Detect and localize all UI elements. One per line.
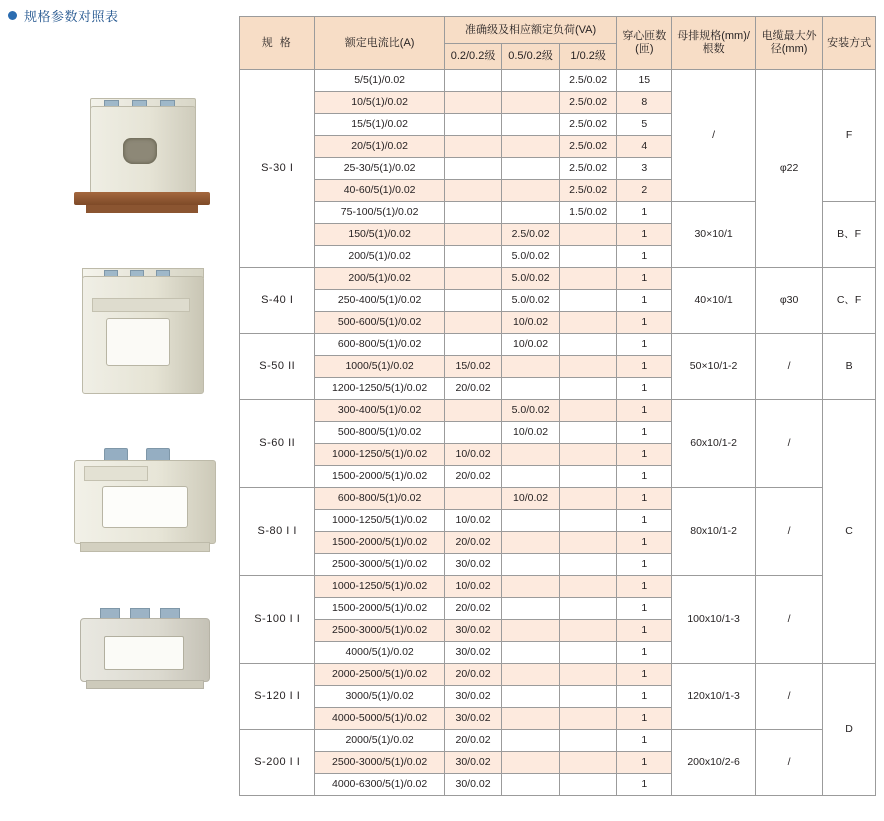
cell-load-02: 20/0.02	[444, 598, 502, 620]
cell-turns: 1	[617, 598, 672, 620]
cell-load-05	[502, 378, 560, 400]
cell-load-05	[502, 70, 560, 92]
cell-load-02	[444, 422, 502, 444]
product-image-s30	[60, 80, 230, 230]
cell-ratio: 2000-2500/5(1)/0.02	[315, 664, 444, 686]
cell-load-02	[444, 158, 502, 180]
cell-turns: 1	[617, 774, 672, 796]
cell-load-05	[502, 708, 560, 730]
table-row	[240, 400, 876, 422]
cell-ratio: 600-800/5(1)/0.02	[315, 334, 444, 356]
cell-load-05	[502, 444, 560, 466]
cell-load-1	[559, 532, 617, 554]
cell-ratio: 25-30/5(1)/0.02	[315, 158, 444, 180]
cell-busbar: 30×10/1	[672, 202, 756, 268]
cell-model: S-120 I I	[240, 664, 315, 730]
ct-window-aperture	[104, 636, 184, 670]
ct-window-aperture	[123, 138, 157, 164]
cell-load-02: 20/0.02	[444, 378, 502, 400]
cell-model: S-60 II	[240, 400, 315, 488]
cell-cable: φ30	[755, 268, 822, 334]
cell-load-05: 5.0/0.02	[502, 268, 560, 290]
cell-load-02	[444, 290, 502, 312]
table-row	[240, 730, 876, 752]
cell-load-1	[559, 224, 617, 246]
cell-busbar: 40×10/1	[672, 268, 756, 334]
cell-load-1	[559, 686, 617, 708]
cell-busbar: 200x10/2-6	[672, 730, 756, 796]
cell-ratio: 2000/5(1)/0.02	[315, 730, 444, 752]
header-turns: 穿心匝数(匝)	[617, 17, 672, 70]
page-heading	[8, 6, 119, 25]
cell-ratio: 1200-1250/5(1)/0.02	[315, 378, 444, 400]
cell-load-02: 15/0.02	[444, 356, 502, 378]
cell-load-1	[559, 444, 617, 466]
cell-turns: 1	[617, 246, 672, 268]
cell-ratio: 5/5(1)/0.02	[315, 70, 444, 92]
cell-load-05	[502, 532, 560, 554]
cell-ratio: 250-400/5(1)/0.02	[315, 290, 444, 312]
cell-model: S-200 I I	[240, 730, 315, 796]
cell-turns: 1	[617, 686, 672, 708]
cell-load-1: 2.5/0.02	[559, 114, 617, 136]
cell-load-02: 20/0.02	[444, 730, 502, 752]
product-image-s80	[60, 432, 230, 562]
cell-ratio: 15/5(1)/0.02	[315, 114, 444, 136]
table-body	[240, 70, 876, 796]
cell-mount: B	[823, 334, 876, 400]
cell-busbar: 100x10/1-3	[672, 576, 756, 664]
cell-load-02	[444, 334, 502, 356]
cell-load-05	[502, 356, 560, 378]
header-cable: 电缆最大外径(mm)	[755, 17, 822, 70]
cell-mount: B、F	[823, 202, 876, 268]
cell-load-05	[502, 620, 560, 642]
cell-model: S-80 I I	[240, 488, 315, 576]
cell-cable: φ22	[755, 70, 822, 268]
cell-load-1	[559, 598, 617, 620]
nameplate-label	[92, 298, 190, 312]
cell-ratio: 200/5(1)/0.02	[315, 246, 444, 268]
cell-turns: 1	[617, 312, 672, 334]
cell-load-05: 5.0/0.02	[502, 290, 560, 312]
cell-load-05: 5.0/0.02	[502, 400, 560, 422]
cell-load-1: 2.5/0.02	[559, 70, 617, 92]
cell-load-02: 30/0.02	[444, 752, 502, 774]
table-row	[240, 268, 876, 290]
cell-busbar: 120x10/1-3	[672, 664, 756, 730]
cell-load-05: 10/0.02	[502, 488, 560, 510]
cell-turns: 1	[617, 576, 672, 598]
header-busbar: 母排规格(mm)/根数	[672, 17, 756, 70]
cell-load-05	[502, 554, 560, 576]
cell-busbar: 60x10/1-2	[672, 400, 756, 488]
cell-load-05	[502, 92, 560, 114]
cell-load-1	[559, 774, 617, 796]
cell-load-05: 10/0.02	[502, 334, 560, 356]
cell-load-02	[444, 268, 502, 290]
cell-load-02: 30/0.02	[444, 774, 502, 796]
ct-window-aperture	[106, 318, 170, 366]
cell-load-02	[444, 246, 502, 268]
cell-ratio: 40-60/5(1)/0.02	[315, 180, 444, 202]
cell-load-1: 2.5/0.02	[559, 158, 617, 180]
cell-ratio: 3000/5(1)/0.02	[315, 686, 444, 708]
cell-turns: 1	[617, 642, 672, 664]
cell-load-02: 20/0.02	[444, 532, 502, 554]
cell-turns: 8	[617, 92, 672, 114]
cell-load-02: 30/0.02	[444, 708, 502, 730]
cell-load-02: 20/0.02	[444, 664, 502, 686]
cell-turns: 15	[617, 70, 672, 92]
cell-load-1	[559, 752, 617, 774]
cell-turns: 2	[617, 180, 672, 202]
cell-ratio: 10/5(1)/0.02	[315, 92, 444, 114]
cell-mount: D	[823, 664, 876, 796]
cell-turns: 1	[617, 202, 672, 224]
cell-ratio: 4000-5000/5(1)/0.02	[315, 708, 444, 730]
cell-load-02	[444, 224, 502, 246]
cell-load-05	[502, 642, 560, 664]
header-spec: 规 格	[240, 17, 315, 70]
cell-load-05	[502, 730, 560, 752]
ct-window-aperture	[102, 486, 188, 528]
cell-ratio: 1500-2000/5(1)/0.02	[315, 466, 444, 488]
cell-turns: 1	[617, 664, 672, 686]
cell-load-1	[559, 312, 617, 334]
cell-turns: 1	[617, 400, 672, 422]
cell-turns: 1	[617, 290, 672, 312]
cell-load-1	[559, 466, 617, 488]
cell-load-1	[559, 554, 617, 576]
cell-cable: /	[755, 730, 822, 796]
cell-load-02: 20/0.02	[444, 466, 502, 488]
cell-ratio: 300-400/5(1)/0.02	[315, 400, 444, 422]
cell-load-05	[502, 136, 560, 158]
header-load-05: 0.5/0.2级	[502, 44, 560, 70]
cell-model: S-100 I I	[240, 576, 315, 664]
bullet-icon	[8, 11, 17, 20]
cell-turns: 1	[617, 422, 672, 444]
cell-cable: /	[755, 488, 822, 576]
header-ratio: 额定电流比(A)	[315, 17, 444, 70]
cell-ratio: 500-800/5(1)/0.02	[315, 422, 444, 444]
cell-turns: 1	[617, 510, 672, 532]
cell-load-1	[559, 488, 617, 510]
cell-load-1	[559, 708, 617, 730]
cell-load-05	[502, 180, 560, 202]
cell-ratio: 200/5(1)/0.02	[315, 268, 444, 290]
cell-load-1	[559, 620, 617, 642]
cell-load-1	[559, 246, 617, 268]
cell-turns: 1	[617, 378, 672, 400]
cell-ratio: 4000/5(1)/0.02	[315, 642, 444, 664]
cell-load-02	[444, 488, 502, 510]
cell-model: S-40 I	[240, 268, 315, 334]
cell-ratio: 75-100/5(1)/0.02	[315, 202, 444, 224]
cell-load-05	[502, 466, 560, 488]
cell-load-02: 30/0.02	[444, 620, 502, 642]
cell-turns: 4	[617, 136, 672, 158]
cell-load-05: 10/0.02	[502, 422, 560, 444]
cell-ratio: 500-600/5(1)/0.02	[315, 312, 444, 334]
cell-load-02	[444, 136, 502, 158]
cell-turns: 1	[617, 532, 672, 554]
cell-load-05	[502, 752, 560, 774]
header-mount: 安装方式	[823, 17, 876, 70]
cell-turns: 1	[617, 730, 672, 752]
cell-load-05	[502, 114, 560, 136]
cell-turns: 1	[617, 466, 672, 488]
cell-turns: 1	[617, 224, 672, 246]
cell-busbar: /	[672, 70, 756, 202]
cell-load-05	[502, 158, 560, 180]
cell-ratio: 1000-1250/5(1)/0.02	[315, 444, 444, 466]
cell-load-05	[502, 510, 560, 532]
cell-turns: 1	[617, 488, 672, 510]
cell-load-02	[444, 312, 502, 334]
cell-load-1: 2.5/0.02	[559, 92, 617, 114]
cell-turns: 1	[617, 554, 672, 576]
cell-load-02	[444, 92, 502, 114]
cell-turns: 1	[617, 620, 672, 642]
cell-load-1	[559, 334, 617, 356]
cell-load-05	[502, 202, 560, 224]
product-image-s40	[60, 256, 230, 406]
cell-load-02	[444, 180, 502, 202]
cell-load-02	[444, 114, 502, 136]
cell-load-1: 2.5/0.02	[559, 180, 617, 202]
cell-ratio: 2500-3000/5(1)/0.02	[315, 752, 444, 774]
mounting-foot	[86, 205, 198, 213]
cell-turns: 1	[617, 752, 672, 774]
cell-load-02: 10/0.02	[444, 576, 502, 598]
cell-load-1	[559, 268, 617, 290]
table-row	[240, 70, 876, 92]
cell-load-1	[559, 510, 617, 532]
mounting-foot	[80, 542, 210, 552]
cell-ratio: 2500-3000/5(1)/0.02	[315, 554, 444, 576]
cell-load-02: 30/0.02	[444, 686, 502, 708]
table-row	[240, 488, 876, 510]
cell-load-02: 10/0.02	[444, 444, 502, 466]
specification-table	[239, 16, 876, 796]
cell-load-05: 2.5/0.02	[502, 224, 560, 246]
cell-load-1	[559, 664, 617, 686]
cell-load-02	[444, 400, 502, 422]
cell-ratio: 1000/5(1)/0.02	[315, 356, 444, 378]
cell-turns: 5	[617, 114, 672, 136]
cell-load-05	[502, 664, 560, 686]
cell-load-1	[559, 642, 617, 664]
cell-ratio: 1500-2000/5(1)/0.02	[315, 532, 444, 554]
cell-turns: 1	[617, 334, 672, 356]
cell-load-02: 30/0.02	[444, 642, 502, 664]
cell-load-1: 2.5/0.02	[559, 136, 617, 158]
header-load-02: 0.2/0.2级	[444, 44, 502, 70]
cell-load-05	[502, 686, 560, 708]
cell-load-1	[559, 356, 617, 378]
cell-load-02	[444, 70, 502, 92]
table-row	[240, 664, 876, 686]
cell-model: S-50 II	[240, 334, 315, 400]
product-image-s200	[60, 588, 230, 698]
cell-mount: C	[823, 400, 876, 664]
cell-load-05	[502, 576, 560, 598]
cell-load-1	[559, 730, 617, 752]
cell-load-05: 5.0/0.02	[502, 246, 560, 268]
table-header	[240, 17, 876, 70]
cell-load-1	[559, 576, 617, 598]
cell-ratio: 1000-1250/5(1)/0.02	[315, 510, 444, 532]
cell-ratio: 1500-2000/5(1)/0.02	[315, 598, 444, 620]
nameplate-label	[84, 466, 148, 481]
cell-mount: C、F	[823, 268, 876, 334]
cell-load-1	[559, 422, 617, 444]
page-title: 规格参数对照表	[24, 9, 119, 24]
specification-table-wrapper	[239, 16, 876, 796]
cell-ratio: 4000-6300/5(1)/0.02	[315, 774, 444, 796]
cell-load-02	[444, 202, 502, 224]
cell-load-02: 10/0.02	[444, 510, 502, 532]
cell-cable: /	[755, 664, 822, 730]
cell-load-05: 10/0.02	[502, 312, 560, 334]
cell-ratio: 20/5(1)/0.02	[315, 136, 444, 158]
cell-load-1	[559, 378, 617, 400]
cell-load-02: 30/0.02	[444, 554, 502, 576]
cell-turns: 1	[617, 268, 672, 290]
cell-turns: 1	[617, 444, 672, 466]
cell-busbar: 80x10/1-2	[672, 488, 756, 576]
cell-load-05	[502, 598, 560, 620]
cell-busbar: 50×10/1-2	[672, 334, 756, 400]
cell-ratio: 2500-3000/5(1)/0.02	[315, 620, 444, 642]
table-row	[240, 334, 876, 356]
cell-load-1	[559, 290, 617, 312]
cell-model: S-30 I	[240, 70, 315, 268]
cell-ratio: 1000-1250/5(1)/0.02	[315, 576, 444, 598]
cell-load-1: 1.5/0.02	[559, 202, 617, 224]
cell-cable: /	[755, 400, 822, 488]
header-load-1: 1/0.2级	[559, 44, 617, 70]
cell-turns: 1	[617, 356, 672, 378]
cell-cable: /	[755, 576, 822, 664]
cell-turns: 1	[617, 708, 672, 730]
cell-load-1	[559, 400, 617, 422]
cell-load-05	[502, 774, 560, 796]
cell-ratio: 150/5(1)/0.02	[315, 224, 444, 246]
busbar	[74, 192, 210, 205]
cell-turns: 3	[617, 158, 672, 180]
cell-cable: /	[755, 334, 822, 400]
table-row	[240, 576, 876, 598]
header-load-group: 准确级及相应额定负荷(VA)	[444, 17, 617, 44]
mounting-foot	[86, 680, 204, 689]
cell-mount: F	[823, 70, 876, 202]
product-image-column	[60, 80, 230, 724]
cell-ratio: 600-800/5(1)/0.02	[315, 488, 444, 510]
